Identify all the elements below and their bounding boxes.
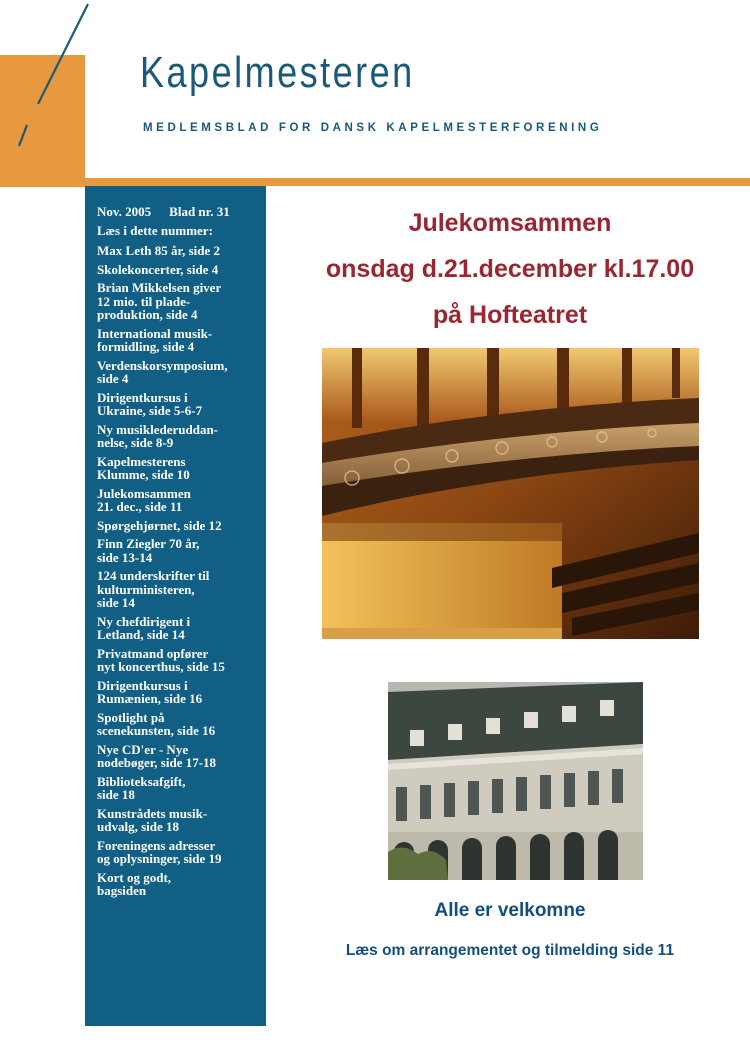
toc-item: Kapelmesterens Klumme, side 10 (97, 453, 190, 482)
toc-item: Kunstrådets musik- udvalg, side 18 (97, 805, 208, 834)
toc-item: Ny musiklederuddan- nelse, side 8-9 (97, 421, 218, 450)
toc-list (97, 244, 262, 898)
masthead-divider (0, 178, 750, 186)
toc-item: Nye CD'er - Nye nodebøger, side 17-18 (97, 741, 217, 770)
sidebar-contents (85, 186, 266, 1026)
toc-item: Brian Mikkelsen giver 12 mio. til plade- produktion, side 4 (97, 280, 222, 322)
toc-heading: Læs i dette nummer: (97, 223, 213, 238)
toc-item: Privatmand opfører nyt koncerthus, side 15 (97, 645, 225, 674)
theatre-interior-photo (322, 348, 699, 639)
toc-item: Skolekoncerter, side 4 (97, 261, 219, 277)
toc-item: Biblioteksafgift, side 18 (97, 773, 186, 802)
event-date: onsdag d.21.december kl.17.00 (325, 255, 695, 283)
toc-item: Finn Ziegler 70 år, side 13-14 (97, 536, 200, 565)
masthead-subtitle: MEDLEMSBLAD FOR DANSK KAPELMESTERFORENING (143, 122, 603, 134)
toc-item: Spotlight på scenekunsten, side 16 (97, 709, 216, 738)
toc-item: Foreningens adresser og oplysninger, side 19 (97, 837, 222, 866)
read-more-text: Læs om arrangementet og tilmelding side 11 (345, 942, 675, 959)
toc-item: International musik- formidling, side 4 (97, 325, 213, 354)
issue-number: Blad nr. 31 (169, 204, 230, 219)
logo-slash-mark (10, 0, 100, 150)
masthead-title: Kapelmesteren (140, 48, 415, 97)
toc-item: Dirigentkursus i Ukraine, side 5-6-7 (97, 389, 203, 418)
event-heading (270, 200, 750, 338)
toc-item: Kort og godt, bagsiden (97, 869, 172, 898)
toc-item: Verdenskorsymposium, side 4 (97, 357, 228, 386)
toc-item: Julekomsammen 21. dec., side 11 (97, 485, 191, 514)
event-venue: på Hofteatret (432, 301, 588, 329)
toc-item: Dirigentkursus i Rumænien, side 16 (97, 677, 203, 706)
event-title: Julekomsammen (408, 209, 612, 237)
toc-item: Max Leth 85 år, side 2 (97, 243, 221, 258)
issue-info (97, 204, 262, 220)
building-exterior-photo (388, 682, 643, 880)
welcome-text: Alle er velkomne (434, 900, 586, 921)
toc-item: 124 underskrifter til kulturministeren, side 14 (97, 568, 210, 610)
issue-date: Nov. 2005 (97, 204, 152, 219)
toc-item: Ny chefdirigent i Letland, side 14 (97, 613, 191, 642)
toc-item: Spørgehjørnet, side 12 (97, 517, 222, 533)
